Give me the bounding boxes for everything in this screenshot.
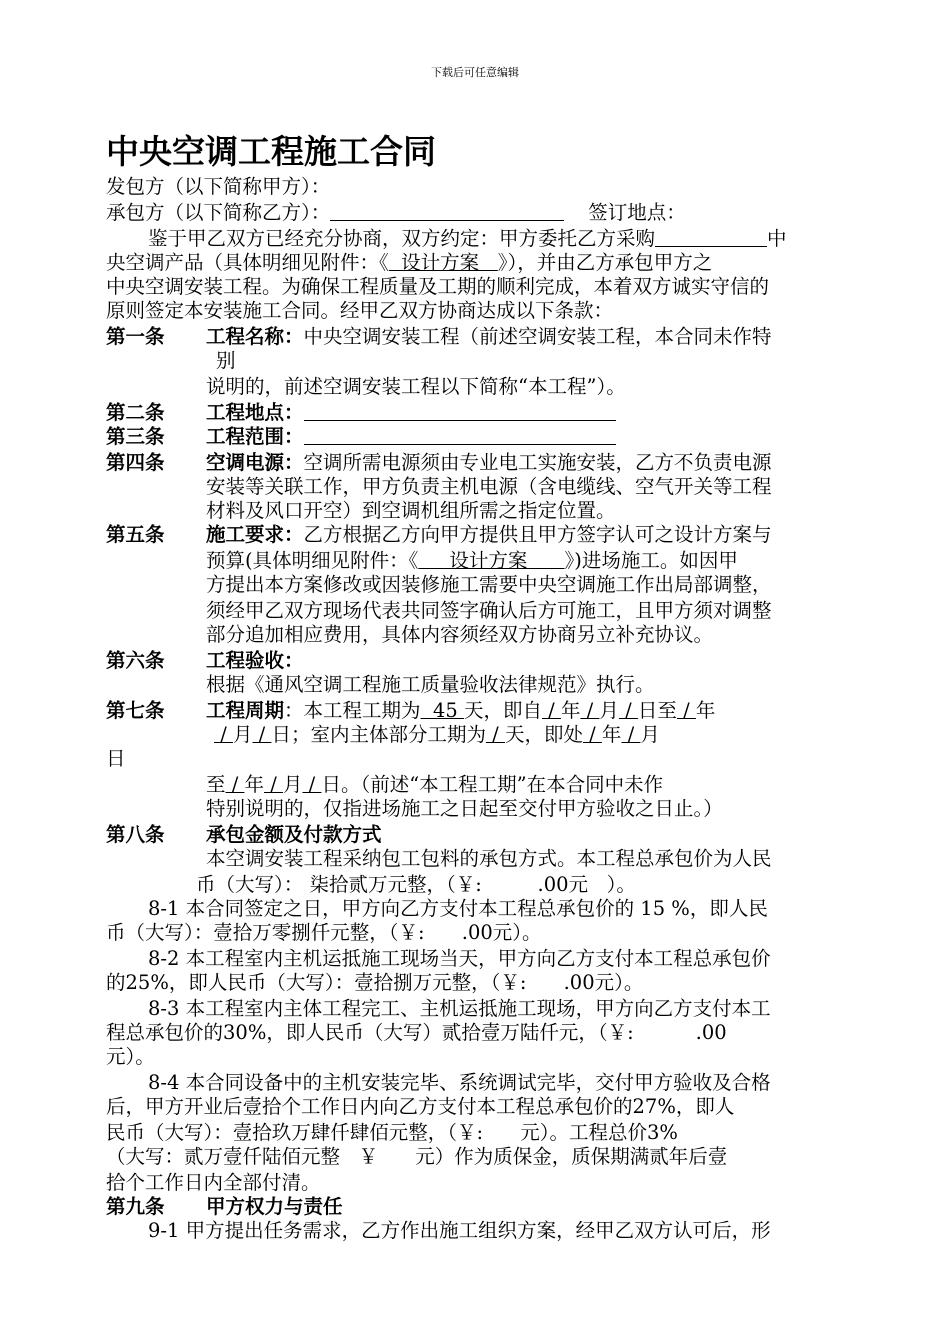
article-5-line-4: 须经甲乙双方现场代表共同签字确认后方可施工，且甲方须对调整 bbox=[206, 599, 772, 622]
article-text: 月 bbox=[640, 723, 660, 746]
clause-8-1-b: 币（大写）：壹拾万零捌仟元整，（￥: .00元）。 bbox=[106, 921, 542, 944]
article-number: 第五条 bbox=[106, 523, 165, 546]
article-number: 第七条 bbox=[106, 699, 165, 722]
article-3 bbox=[106, 424, 616, 450]
sign-place-label: 签订地点： bbox=[588, 201, 686, 224]
date-blank: / bbox=[621, 723, 641, 746]
article-text: 月 bbox=[232, 723, 253, 746]
article-5-line-3: 方提出本方案修改或因装修施工需要中央空调施工作出局部调整， bbox=[206, 573, 772, 596]
article-7-line-5: 特别说明的，仅指进场施工之日起至交付甲方验收之日止。） bbox=[206, 797, 723, 820]
article-text: ：本工程工期为 bbox=[284, 699, 421, 722]
purchase-blank bbox=[655, 226, 767, 247]
article-number: 第二条 bbox=[106, 401, 165, 424]
clause-8-3-c: 元）。 bbox=[106, 1045, 155, 1068]
clause-8-4-d: （大写：贰万壹仟陆佰元整 ￥ 元）作为质保金，质保期满贰年后壹 bbox=[106, 1145, 728, 1168]
article-7-line-2 bbox=[214, 722, 660, 748]
article-6-line-2: 根据《通风空调工程施工质量验收法律规范》执行。 bbox=[206, 673, 655, 696]
article-text: 天，即自 bbox=[463, 699, 542, 722]
date-blank: / bbox=[582, 723, 602, 746]
header-note: 下载后可任意编辑 bbox=[431, 66, 519, 79]
intro-line-4: 原则签定本安装施工合同。经甲乙双方协商达成以下条款： bbox=[106, 299, 614, 322]
article-number: 第三条 bbox=[106, 425, 165, 448]
article-text: 》)进场施工。如因甲 bbox=[564, 549, 738, 572]
article-5-line-2 bbox=[206, 548, 738, 574]
article-text: 预算(具体明细见附件：《 bbox=[206, 549, 419, 572]
date-blank: / bbox=[676, 699, 696, 722]
article-heading: 工程名称： bbox=[206, 325, 304, 348]
article-1-line-2: 别 bbox=[216, 349, 236, 372]
clause-8-2-b: 的25%，即人民币（大写）：壹拾捌万元整，（￥: .00元）。 bbox=[106, 971, 644, 994]
article-number: 第一条 bbox=[106, 325, 165, 348]
article-text: 日至 bbox=[637, 699, 677, 722]
clause-9-1: 9-1 甲方提出任务需求，乙方作出施工组织方案，经甲乙双方认可后，形 bbox=[148, 1219, 771, 1242]
article-4-line-3: 材料及风口开空）到空调机组所需之指定位置。 bbox=[206, 499, 616, 522]
article-heading: 工程地点： bbox=[206, 401, 304, 424]
article-7 bbox=[106, 698, 715, 724]
article-heading: 空调电源： bbox=[206, 451, 304, 474]
article-1-line-3: 说明的，前述空调安装工程以下简称“本工程”）。 bbox=[206, 375, 626, 398]
article-heading: 工程验收： bbox=[206, 649, 304, 672]
article-text: 月 bbox=[599, 699, 619, 722]
clause-8-3-a: 8-3 本工程室内主体工程完工、主机运抵施工现场，甲方向乙方支付本工 bbox=[148, 997, 771, 1020]
article-8-line-1: 本空调安装工程采纳包工包料的承包方式。本工程总承包价为人民 bbox=[206, 847, 772, 870]
party-b-line bbox=[106, 200, 686, 226]
party-b-blank bbox=[330, 200, 564, 221]
article-text: 年 bbox=[244, 773, 264, 796]
article-text: 年 bbox=[601, 723, 622, 746]
article-7-line-4 bbox=[206, 772, 663, 798]
design-plan-ref: 设计方案 bbox=[418, 549, 565, 572]
article-text: 年 bbox=[560, 699, 581, 722]
design-plan-ref: 设计方案 bbox=[388, 251, 498, 274]
clause-8-4-e: 拾个工作日内全部付清。 bbox=[106, 1171, 321, 1194]
date-blank: / bbox=[302, 773, 322, 796]
date-blank: / bbox=[618, 699, 638, 722]
article-heading: 工程范围： bbox=[206, 425, 304, 448]
date-blank: / bbox=[580, 699, 600, 722]
clause-8-4-a: 8-4 本合同设备中的主机安装完毕、系统调试完毕，交付甲方验收及合格 bbox=[148, 1071, 771, 1094]
article-text: 中央空调安装工程（前述空调安装工程，本合同未作特 bbox=[303, 325, 772, 348]
article-number: 第六条 bbox=[106, 649, 165, 672]
date-blank: / bbox=[485, 723, 505, 746]
article-9 bbox=[106, 1194, 343, 1220]
date-blank: / bbox=[225, 773, 245, 796]
article-heading: 工程周期 bbox=[206, 699, 285, 722]
intro-text: 中 bbox=[767, 227, 787, 250]
intro-line-2 bbox=[106, 250, 712, 276]
article-8 bbox=[106, 822, 382, 848]
article-text: 至 bbox=[206, 773, 226, 796]
date-blank: / bbox=[252, 723, 272, 746]
article-1 bbox=[106, 324, 772, 350]
article-5-line-5: 部分追加相应费用，具体内容须经双方协商另立补充协议。 bbox=[206, 623, 714, 646]
article-2 bbox=[106, 400, 616, 426]
party-b-label: 承包方（以下简称乙方）： bbox=[106, 201, 331, 224]
article-6 bbox=[106, 648, 304, 674]
article-text: 日；室内主体部分工期为 bbox=[271, 723, 486, 746]
intro-text: 鉴于甲乙双方已经充分协商，双方约定：甲方委托乙方采购 bbox=[148, 227, 656, 250]
article-4-line-2: 安装等关联工作，甲方负责主机电源（含电缆线、空气开关等工程 bbox=[206, 475, 772, 498]
project-scope-blank bbox=[304, 424, 616, 445]
article-text: 乙方根据乙方向甲方提供且甲方签字认可之设计方案与 bbox=[303, 523, 772, 546]
article-text: 月 bbox=[282, 773, 303, 796]
project-location-blank bbox=[304, 400, 616, 421]
clause-8-1-a: 8-1 本合同签定之日，甲方向乙方支付本工程总承包价的 15 %，即人民 bbox=[148, 897, 768, 920]
date-blank: / bbox=[541, 699, 561, 722]
page-title: 中央空调工程施工合同 bbox=[106, 132, 436, 171]
clause-8-4-c: 民币（大写）：壹拾玖万肆仟肆佰元整，（￥: 元）。工程总价3% bbox=[106, 1121, 678, 1144]
article-heading: 施工要求： bbox=[206, 523, 304, 546]
clause-8-3-b: 程总承包价的30%，即人民币（大写）贰拾壹万陆仟元，（￥: .00 bbox=[106, 1021, 727, 1044]
party-a-line: 发包方（以下简称甲方）： bbox=[106, 175, 331, 198]
intro-line-1 bbox=[148, 226, 787, 252]
article-8-line-2: 币（大写）： 柒拾贰万元整，（￥: .00元 ）。 bbox=[196, 873, 636, 896]
date-blank: / bbox=[264, 773, 283, 796]
article-4 bbox=[106, 450, 772, 476]
article-heading: 承包金额及付款方式 bbox=[206, 823, 382, 846]
article-7-line-3: 日 bbox=[106, 747, 126, 770]
article-text: 年 bbox=[695, 699, 716, 722]
duration-days: 45 bbox=[420, 699, 464, 722]
clause-8-2-a: 8-2 本工程室内主机运抵施工现场当天，甲方向乙方支付本工程总承包价 bbox=[148, 947, 771, 970]
article-text: 天，即处 bbox=[504, 723, 583, 746]
article-text: 空调所需电源须由专业电工实施安装，乙方不负责电源 bbox=[303, 451, 772, 474]
intro-line-3: 中央空调安装工程。为确保工程质量及工期的顺利完成，本着双方诚实守信的 bbox=[106, 275, 770, 298]
article-number: 第九条 bbox=[106, 1195, 165, 1218]
article-text: 日。（前述“本工程工期”在本合同中未作 bbox=[321, 773, 664, 796]
article-number: 第八条 bbox=[106, 823, 165, 846]
intro-text: 》），并由乙方承包甲方之 bbox=[497, 251, 713, 274]
article-heading: 甲方权力与责任 bbox=[206, 1195, 343, 1218]
date-blank: / bbox=[214, 723, 233, 746]
article-number: 第四条 bbox=[106, 451, 165, 474]
article-5 bbox=[106, 522, 772, 548]
clause-8-4-b: 后，甲方开业后壹拾个工作日内向乙方支付本工程总承包价的27%，即人 bbox=[106, 1095, 735, 1118]
intro-text: 央空调产品（具体明细见附件：《 bbox=[106, 251, 389, 274]
